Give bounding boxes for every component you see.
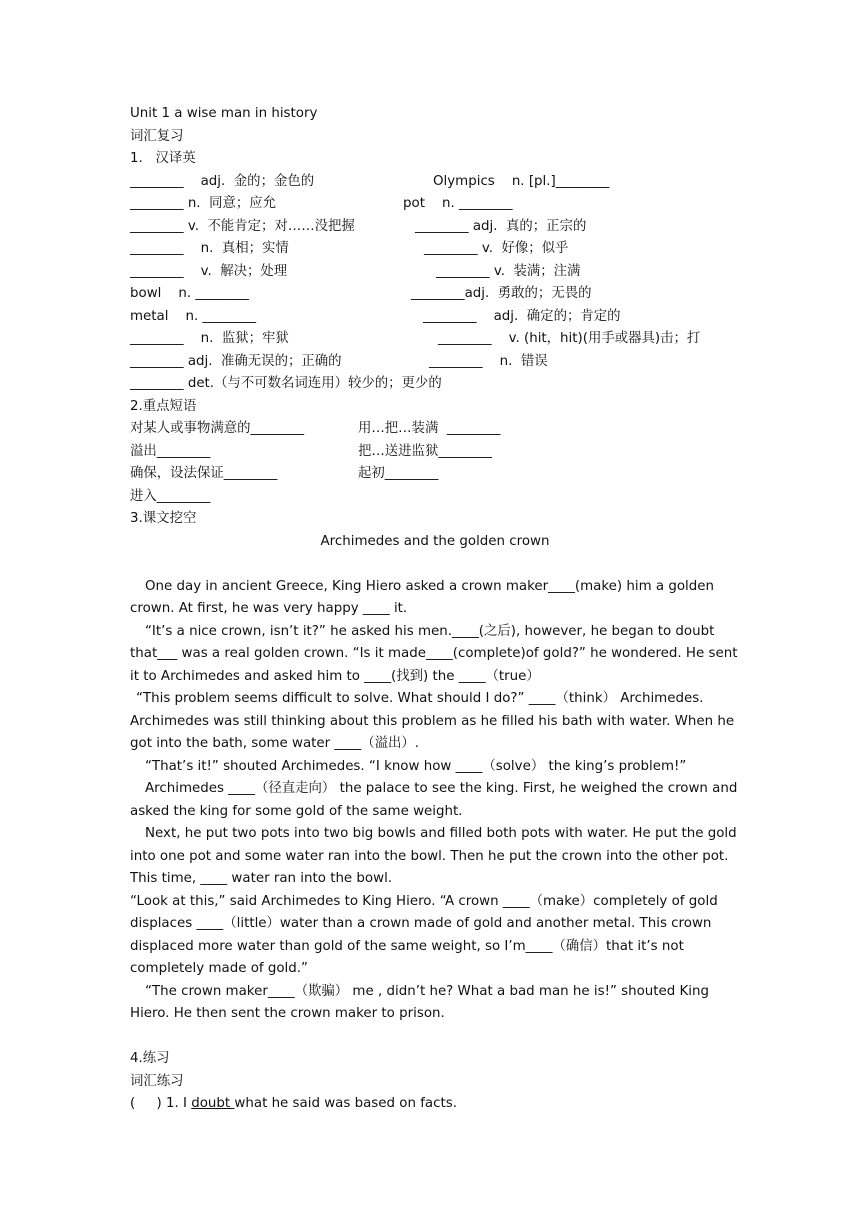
phrase-right: 把…送进监狱________: [358, 443, 492, 459]
vocab-left: ________ n. 同意；应允: [130, 196, 277, 211]
phrase-right: 起初________: [358, 466, 439, 481]
vocab-right: ________ adj. 真的；正宗的: [415, 218, 587, 234]
story-paragraph: “Look at this,” said Archimedes to King Hiero. “A crown ____（make）completely of gold displaces ____（little）water than a crown made of gold and another metal. This crown displaced more water than gold of the same weight, so I’m____（确信）that it’s not completely made of gold.”: [130, 893, 718, 976]
sec1-heading: 1. 汉译英: [130, 151, 196, 166]
vocab-right: pot n. ________: [403, 196, 513, 211]
exercise-item: [130, 1093, 740, 1116]
story-paragraph: “That’s it!” shouted Archimedes. “I know how ____（solve） the king’s problem!”: [145, 758, 687, 774]
vocab-row: [130, 373, 740, 396]
vocab-right: ________ v. 装满；注满: [436, 263, 581, 279]
sec3-heading: 3.课文挖空: [130, 511, 197, 526]
sec2-heading: 2.重点短语: [130, 398, 197, 414]
vocab-left: bowl n. ________: [130, 286, 249, 301]
vocab-row: [130, 306, 740, 329]
phrase-left: 溢出________: [130, 443, 211, 459]
story-paragraph: “The crown maker____（欺骗） me , didn’t he? What a bad man he is!” shouted King Hiero. He then sent the crown maker to prison.: [130, 983, 710, 1021]
spacer: [130, 1026, 740, 1049]
phrase-left: 确保，设法保证________: [130, 466, 278, 481]
vocab-row: [130, 351, 740, 374]
vocab-row: [130, 328, 740, 351]
vocab-left: metal n. ________: [130, 308, 257, 324]
vocab-right: ________adj. 勇敢的；无畏的: [411, 286, 592, 301]
vocab-row: [130, 193, 740, 216]
vocab-right: ________ v. (hit，hit)(用手或器具)击；打: [438, 331, 701, 346]
phrase-row: [130, 486, 740, 509]
vocab-left: ________ adj. 准确无误的；正确的: [130, 353, 342, 369]
story-paragraph: One day in ancient Greece, King Hiero asked a crown maker____(make) him a golden crown. At first, he was very happy ____ it.: [130, 578, 714, 616]
vocab-right: ________ v. 好像；似乎: [424, 241, 569, 256]
phrase-left: 进入________: [130, 488, 211, 504]
vocab-right: ________ n. 错误: [429, 353, 548, 369]
phrase-row: [130, 441, 740, 464]
vocab-table: [130, 171, 740, 396]
spacer: [130, 553, 740, 576]
vocab-right: ________ adj. 确定的；肯定的: [423, 308, 621, 324]
vocab-left: ________ n. 监狱；牢狱: [130, 331, 289, 346]
sec4-sub: 词汇练习: [130, 1073, 184, 1089]
vocab-row: [130, 283, 740, 306]
vocab-row: [130, 216, 740, 239]
vocab-row: [130, 171, 740, 194]
story-paragraph: Next, he put two pots into two big bowls and filled both pots with water. He put the gold into one pot and some water ran into the bowl. Then he put the crown into the other pot. This time, ____ water ran into the bowl.: [130, 826, 737, 886]
story-text: [130, 576, 740, 1026]
vocab-row: [130, 261, 740, 284]
story-title: Archimedes and the golden crown: [320, 533, 550, 549]
doc-title: Unit 1 a wise man in history: [130, 106, 318, 121]
story-paragraph: “It’s a nice crown, isn’t it?” he asked his men.____(之后), however, he began to doubt that___ was a real golden crown. “Is it made____(complete)of gold?” he wondered. He sent it to Archimedes and asked him to ____(找到) the ____（true）: [130, 623, 738, 684]
vocab-left: ________ adj. 金的；金色的: [130, 173, 315, 189]
phrase-row: [130, 418, 740, 441]
vocab-right: Olympics n. [pl.]________: [433, 173, 610, 189]
exercise-suffix: what he said was based on facts.: [234, 1096, 457, 1111]
section-vocab-review: 词汇复习: [130, 128, 184, 144]
vocab-left: ________ n. 真相；实情: [130, 241, 289, 256]
vocab-left: ________ det.（与不可数名词连用）较少的；更少的: [130, 376, 442, 391]
document-page: [130, 103, 740, 1116]
story-paragraph: “This problem seems difficult to solve. What should I do?” ____（think） Archimedes. Archimedes was still thinking about this problem as he filled his bath with water. When he got into the bath, some water ____（溢出）.: [130, 691, 735, 751]
phrase-left: 对某人或事物满意的________: [130, 421, 305, 436]
vocab-row: [130, 238, 740, 261]
story-paragraph: Archimedes ____（径直走向） the palace to see the king. First, he weighed the crown and asked the king for some gold of the same weight.: [130, 781, 738, 819]
phrase-row: [130, 463, 740, 486]
vocab-left: ________ v. 不能肯定；对……没把握: [130, 218, 355, 234]
sec4-heading: 4.练习: [130, 1051, 170, 1066]
phrase-right: 用…把…装满 ________: [358, 421, 501, 436]
phrase-table: [130, 418, 740, 508]
exercise-underlined-word: doubt: [191, 1096, 235, 1111]
vocab-left: ________ v. 解决；处理: [130, 263, 288, 279]
exercise-prefix: ( ) 1. I: [130, 1096, 192, 1111]
